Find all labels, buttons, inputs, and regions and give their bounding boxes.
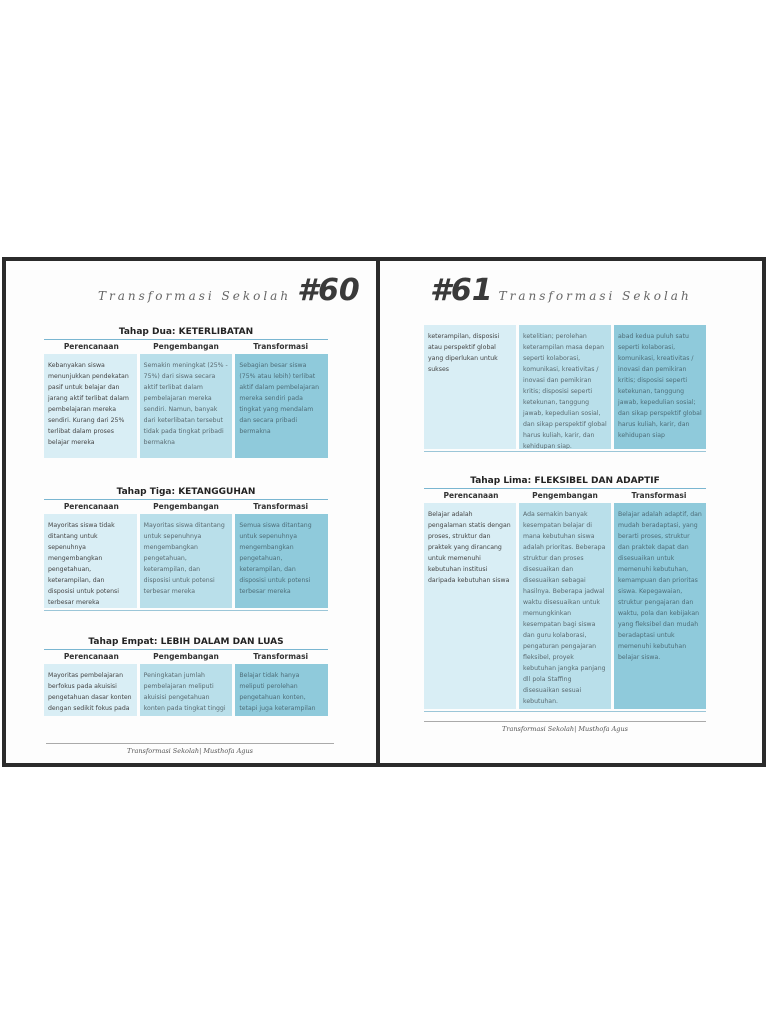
table-row [44, 514, 328, 608]
cell-transform: abad kedua puluh satu seperti kolaborasi, komunikasi, kreativitas / inovasi dan pemikiran kritis; disposisi seperti ketekunan, tanggung jawab, kepedulian sosial; dan sikap perspektif global harus kuliah, karir, dan kehidupan siap [614, 325, 706, 449]
cell-planning: keterampilan, disposisi atau perspektif global yang diperlukan untuk sukses [424, 325, 516, 449]
column-headers [424, 489, 706, 503]
section-title: Tahap Lima: FLEKSIBEL DAN ADAPTIF [470, 476, 660, 486]
cell-transform: Semua siswa ditantang untuk sepenuhnya mengembangkan pengetahuan, keterampilan, dan disposisi untuk potensi terbesar mereka [235, 514, 328, 608]
table-row [424, 503, 706, 709]
section-title: Tahap Empat: LEBIH DALAM DAN LUAS [88, 637, 284, 647]
cell-transform: Belajar adalah adaptif, dan mudah beradaptasi, yang berarti proses, struktur dan praktek dapat dan disesuaikan untuk memenuhi kebutuhan, kemampuan dan prioritas siswa. Kepegawaian, struktur pengajaran dan waktu, pola dan kebijakan yang fleksibel dan mudah beradaptasi untuk memenuhi kebutuhan belajar siswa. [614, 503, 706, 709]
col-header-transform: Transformasi [631, 491, 687, 500]
col-header-planning: Perencanaan [63, 342, 119, 351]
page-number: #60 [297, 273, 360, 308]
col-header-development: Pengembangan [153, 502, 219, 511]
cell-development: Mayoritas siswa ditantang untuk sepenuhnya mengembangkan pengetahuan, keterampilan, dan disposisi untuk potensi terbesar mereka [140, 514, 233, 608]
cell-planning: Kebanyakan siswa menunjukkan pendekatan pasif untuk belajar dan jarang aktif terlibat dalam pembelajaran mereka sendiri. Kurang dari 25% terlibat dalam proses belajar mereka [44, 354, 137, 458]
section-tahap-lima [424, 476, 706, 712]
table-row [424, 325, 706, 449]
column-headers [44, 340, 328, 354]
section-tahap-tiga [44, 487, 328, 611]
cell-planning: Belajar adalah pengalaman statis dengan proses, struktur dan praktek yang dirancang untuk memenuhi kebutuhan institusi daripada kebutuhan siswa [424, 503, 516, 709]
col-header-planning: Perencanaan [443, 491, 499, 500]
col-header-development: Pengembangan [153, 652, 219, 661]
book-spread [2, 257, 766, 767]
col-header-transform: Transformasi [253, 502, 309, 511]
cell-development: Semakin meningkat (25% - 75%) dari siswa secara aktif terlibat dalam pembelajaran mereka sendiri. Namun, banyak dari keterlibatan tersebut tidak pada tingkat pribadi bermakna [140, 354, 233, 458]
section-continued [424, 325, 706, 452]
col-header-planning: Perencanaan [63, 502, 119, 511]
section-bottom-rule [424, 711, 706, 712]
page-footer: Transformasi Sekolah| Musthofa Agus [502, 725, 628, 733]
section-tahap-empat [44, 637, 328, 716]
cell-planning: Mayoritas siswa tidak ditantang untuk sepenuhnya mengembangkan pengetahuan, keterampilan, dan disposisi untuk potensi terbesar mereka [44, 514, 137, 608]
cell-transform: Belajar tidak hanya meliputi perolehan pengetahuan konten, tetapi juga keterampilan [235, 664, 328, 716]
table-row [44, 664, 328, 716]
cell-transform: Sebagian besar siswa (75% atau lebih) terlibat aktif dalam pembelajaran mereka sendiri pada tingkat yang mendalam dan secara pribadi bermakna [235, 354, 328, 458]
cell-development: ketelitian; perolehan keterampilan masa depan seperti kolaborasi, komunikasi, kreativitas / inovasi dan pemikiran kritis; disposisi seperti ketekunan, tanggung jawab, kepedulian sosial, dan sikap perspektif global harus kuliah, karir, dan kehidupan siap. [519, 325, 611, 449]
section-bottom-rule [424, 451, 706, 452]
header-title: Transformasi Sekolah [98, 289, 292, 303]
left-page-header [98, 275, 360, 307]
column-headers [44, 650, 328, 664]
column-headers [44, 500, 328, 514]
header-title: Transformasi Sekolah [498, 289, 692, 303]
col-header-transform: Transformasi [253, 652, 309, 661]
cell-planning: Mayoritas pembelajaran berfokus pada akuisisi pengetahuan dasar konten dengan sedikit fokus pada [44, 664, 137, 716]
col-header-transform: Transformasi [253, 342, 309, 351]
page-number: #61 [430, 273, 493, 308]
footer-rule [424, 721, 706, 722]
page-footer: Transformasi Sekolah| Musthofa Agus [127, 747, 253, 755]
left-page [6, 261, 376, 763]
section-bottom-rule [44, 610, 328, 611]
right-page-header [430, 275, 692, 307]
section-title: Tahap Tiga: KETANGGUHAN [116, 487, 256, 497]
cell-development: Peningkatan jumlah pembelajaran meliputi akuisisi pengetahuan konten pada tingkat tinggi [140, 664, 233, 716]
footer-rule [46, 743, 334, 744]
section-tahap-dua [44, 327, 328, 458]
section-title: Tahap Dua: KETERLIBATAN [118, 327, 254, 337]
cell-development: Ada semakin banyak kesempatan belajar di mana kebutuhan siswa adalah prioritas. Beberapa struktur dan proses disesuaikan dan disesuaikan sebagai hasilnya. Beberapa jadwal waktu disesuaikan untuk memungkinkan kesempatan bagi siswa dan guru kolaborasi, pengaturan pengajaran fleksibel, proyek kebutuhan jangka panjang dll pola Staffing disesuaikan sesuai kebutuhan. [519, 503, 611, 709]
col-header-development: Pengembangan [153, 342, 219, 351]
col-header-planning: Perencanaan [63, 652, 119, 661]
table-row [44, 354, 328, 458]
right-page [380, 261, 762, 763]
col-header-development: Pengembangan [532, 491, 598, 500]
